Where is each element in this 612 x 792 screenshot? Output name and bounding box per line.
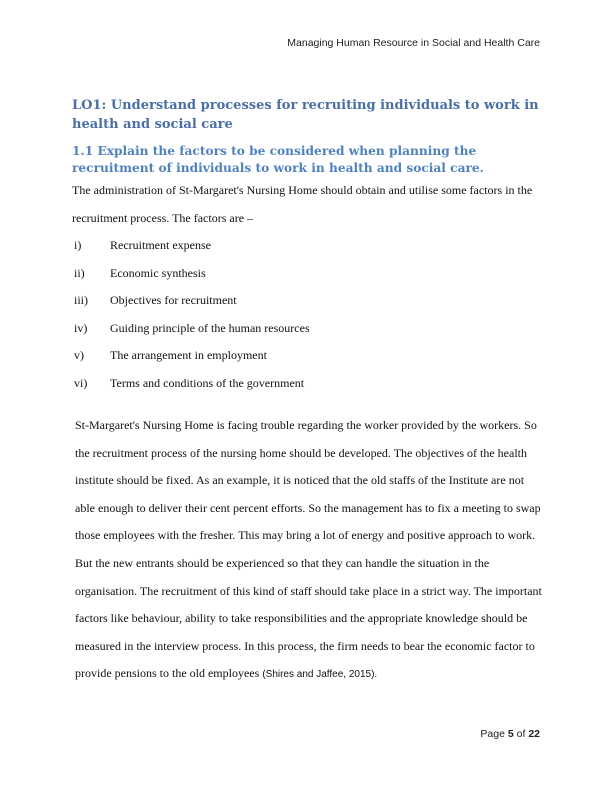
- list-item: [74, 266, 310, 294]
- subsection-heading: 1.1 Explain the factors to be considered when planning the recruitment of individuals to work in health and social care.: [72, 144, 484, 175]
- list-item-text: Terms and conditions of the government: [110, 375, 305, 390]
- list-item-text: Economic synthesis: [110, 265, 206, 280]
- list-item-text: Recruitment expense: [110, 238, 211, 252]
- list-item: [74, 293, 310, 321]
- page-label: Page: [480, 728, 505, 740]
- intro-paragraph: The administration of St-Margaret's Nursing Home should obtain and utilise some factors in the recruitment process. The factors are –: [72, 183, 533, 225]
- list-item-number: ii): [74, 265, 85, 280]
- list-item: [74, 238, 310, 266]
- list-item-number: v): [74, 348, 84, 363]
- body-paragraph: [75, 412, 545, 689]
- list-item: [74, 321, 310, 349]
- list-item: [74, 348, 310, 376]
- list-item-number: iv): [74, 320, 88, 335]
- running-header: Managing Human Resource in Social and Health Care: [287, 37, 540, 49]
- of-label: of: [516, 728, 526, 740]
- list-item: [74, 376, 310, 404]
- citation: (Shires and Jaffee, 2015).: [262, 669, 378, 681]
- list-item-text: The arrangement in employment: [110, 348, 267, 363]
- body-text: St-Margaret's Nursing Home is facing trouble regarding the worker provided by the workers. So the recruitment process of the nursing home should be developed. The objectives of the health institute should be fixed. As an example, it is noticed that the old staffs of the Institute are not able enough to deliver their cent percent efforts. So the management has to fix a meeting to swap those employees with the fresher. This may bring a lot of energy and positive approach to work. But the new entrants should be experienced so that they can handle the situation in the organisation. The recruitment of this kind of staff should take place in a strict way. The important factors like behaviour, ability to take responsibilities and the appropriate knowledge should be measured in the interview process. In this process, the firm needs to bear the economic factor to provide pensions to the old employees: [75, 418, 542, 681]
- list-item-text: Objectives for recruitment: [110, 293, 237, 308]
- list-item-text: Guiding principle of the human resources: [110, 320, 310, 335]
- list-item-number: i): [74, 238, 82, 252]
- page-footer: [480, 728, 540, 740]
- section-heading: LO1: Understand processes for recruiting individuals to work in health and social care: [72, 98, 539, 132]
- page-number: 5: [507, 728, 514, 740]
- total-pages: 22: [528, 728, 540, 740]
- factor-list: [74, 238, 310, 404]
- list-item-number: vi): [74, 375, 88, 390]
- list-item-number: iii): [74, 293, 88, 308]
